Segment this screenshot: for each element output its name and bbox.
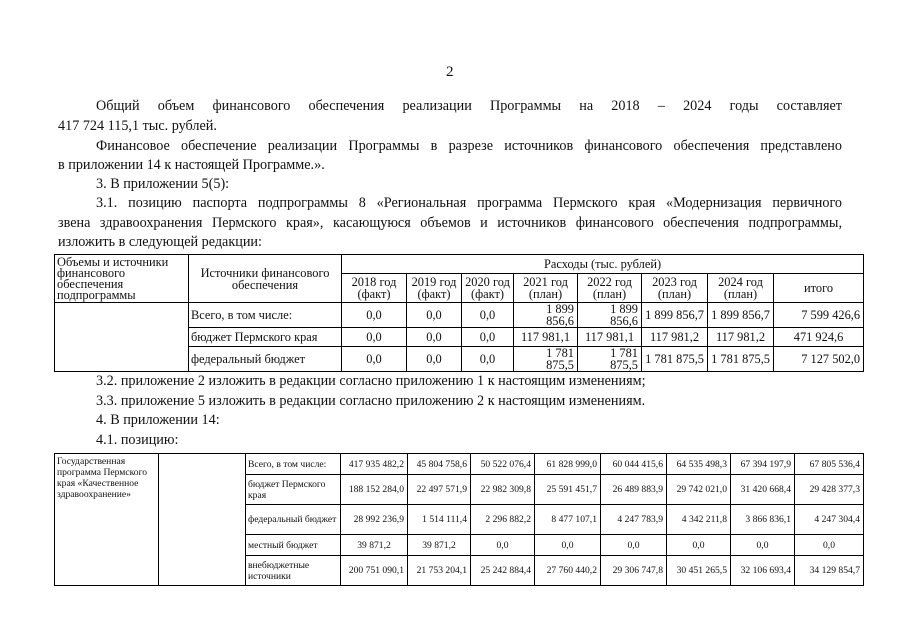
- cell-value: 26 489 883,9: [601, 475, 667, 505]
- cell-value: 25 591 451,7: [535, 475, 601, 505]
- cell-value: 0,0: [795, 535, 864, 556]
- cell-value: 61 828 999,0: [535, 454, 601, 475]
- cell-value: 4 247 783,9: [601, 505, 667, 535]
- cell-value: 117 981,2: [708, 328, 774, 347]
- table1-year-header: 2019 год (факт): [407, 274, 462, 303]
- cell-value: 1 899 856,6: [578, 303, 642, 328]
- paragraph-item-3-1: 3.1. позицию паспорта подпрограммы 8 «Региональная программа Пермского края «Модернизация первичного: [96, 195, 842, 211]
- cell-value: 1 899 856,7: [642, 303, 708, 328]
- cell-value: 21 753 204,1: [408, 556, 471, 586]
- cell-value: 2 296 882,2: [471, 505, 535, 535]
- paragraph-item-3: 3. В приложении 5(5):: [96, 176, 230, 192]
- table1-year-header: 2021 год (план): [514, 274, 578, 303]
- cell-value: 200 751 090,1: [341, 556, 408, 586]
- paragraph-item-3-3: 3.3. приложение 5 изложить в редакции согласно приложению 2 к настоящим изменениям.: [96, 393, 646, 409]
- cell-value: 117 981,1: [578, 328, 642, 347]
- cell-value: 0,0: [407, 347, 462, 372]
- table1-year-header: 2024 год (план): [708, 274, 774, 303]
- cell-value: 29 742 021,0: [667, 475, 731, 505]
- cell-value: 25 242 884,4: [471, 556, 535, 586]
- cell-value: 22 982 309,8: [471, 475, 535, 505]
- cell-value: 0,0: [462, 347, 514, 372]
- cell-value: 0,0: [471, 535, 535, 556]
- paragraph-item-3-2: 3.2. приложение 2 изложить в редакции согласно приложению 1 к настоящим изменениям;: [96, 373, 646, 389]
- cell-value: 45 804 758,6: [408, 454, 471, 475]
- cell-value: 7 127 502,0: [774, 347, 864, 372]
- cell-value: 1 781 875,5: [578, 347, 642, 372]
- cell-value: 67 805 536,4: [795, 454, 864, 475]
- cell-value: 0,0: [535, 535, 601, 556]
- cell-value: 0,0: [342, 303, 407, 328]
- cell-value: 1 514 111,4: [408, 505, 471, 535]
- row-label: федеральный бюджет: [246, 505, 341, 535]
- cell-value: 1 781 875,5: [514, 347, 578, 372]
- cell-value: 22 497 571,9: [408, 475, 471, 505]
- program-financing-table: [54, 453, 864, 586]
- row-label: бюджет Пермского края: [189, 328, 342, 347]
- cell-value: 117 981,1: [514, 328, 578, 347]
- cell-value: 0,0: [731, 535, 795, 556]
- table1-year-header: 2022 год (план): [578, 274, 642, 303]
- table1-col-sources-volume: Объемы и источники финансового обеспечения подпрограммы: [55, 255, 189, 303]
- cell-value: 0,0: [407, 303, 462, 328]
- cell-value: 0,0: [462, 328, 514, 347]
- program-name: Государственная программа Пермского края «Качественное здравоохранение»: [55, 454, 159, 586]
- row-label: Всего, в том числе:: [189, 303, 342, 328]
- cell-value: 188 152 284,0: [341, 475, 408, 505]
- table1-year-header: 2020 год (факт): [462, 274, 514, 303]
- paragraph-financing: Финансовое обеспечение реализации Программы в разрезе источников финансового обеспечения представлено: [96, 138, 842, 154]
- subprogram-financing-table: [54, 254, 864, 372]
- cell-value: 0,0: [342, 328, 407, 347]
- cell-value: 1 899 856,6: [514, 303, 578, 328]
- cell-value: 417 935 482,2: [341, 454, 408, 475]
- cell-value: 31 420 668,4: [731, 475, 795, 505]
- cell-value: 0,0: [667, 535, 731, 556]
- table1-col-sources: Источники финансового обеспечения: [189, 255, 342, 303]
- cell-value: 0,0: [601, 535, 667, 556]
- cell-value: 39 871,2: [408, 535, 471, 556]
- cell-value: 29 428 377,3: [795, 475, 864, 505]
- row-label: федеральный бюджет: [189, 347, 342, 372]
- cell-value: 4 247 304,4: [795, 505, 864, 535]
- cell-value: 0,0: [462, 303, 514, 328]
- table-row: [55, 454, 864, 475]
- cell-value: 27 760 440,2: [535, 556, 601, 586]
- paragraph-financing-cont: в приложении 14 к настоящей Программе.».: [58, 157, 325, 173]
- row-label: бюджет Пермского края: [246, 475, 341, 505]
- cell-value: 0,0: [342, 347, 407, 372]
- paragraph-total-volume: Общий объем финансового обеспечения реализации Программы на 2018 – 2024 годы составляет: [96, 98, 842, 114]
- cell-value: 30 451 265,5: [667, 556, 731, 586]
- paragraph-item-3-1-end: изложить в следующей редакции:: [58, 234, 262, 250]
- cell-value: 32 106 693,4: [731, 556, 795, 586]
- cell-value: 4 342 211,8: [667, 505, 731, 535]
- cell-value: 8 477 107,1: [535, 505, 601, 535]
- row-label: местный бюджет: [246, 535, 341, 556]
- cell-value: 29 306 747,8: [601, 556, 667, 586]
- row-label: Всего, в том числе:: [246, 454, 341, 475]
- table1-total-header: итого: [774, 274, 864, 303]
- cell-value: 471 924,6: [774, 328, 864, 347]
- cell-value: 0,0: [407, 328, 462, 347]
- cell-value: 67 394 197,9: [731, 454, 795, 475]
- cell-value: 34 129 854,7: [795, 556, 864, 586]
- table1-year-header: 2023 год (план): [642, 274, 708, 303]
- paragraph-total-volume-cont: 417 724 115,1 тыс. рублей.: [58, 118, 217, 134]
- cell-value: 64 535 498,3: [667, 454, 731, 475]
- cell-value: 1 781 875,5: [642, 347, 708, 372]
- cell-value: 50 522 076,4: [471, 454, 535, 475]
- paragraph-item-3-1-cont: звена здравоохранения Пермского края», касающуюся объемов и источников финансового обеспечения подпрограммы,: [58, 215, 842, 231]
- cell-value: 60 044 415,6: [601, 454, 667, 475]
- cell-value: 39 871,2: [341, 535, 408, 556]
- table-row: [55, 303, 864, 328]
- cell-value: 1 781 875,5: [708, 347, 774, 372]
- cell-value: 7 599 426,6: [774, 303, 864, 328]
- cell-value: 28 992 236,9: [341, 505, 408, 535]
- page-number: 2: [446, 64, 454, 80]
- table1-year-header: 2018 год (факт): [342, 274, 407, 303]
- paragraph-item-4-1: 4.1. позицию:: [96, 432, 179, 448]
- cell-value: 1 899 856,7: [708, 303, 774, 328]
- row-label: внебюджетные источники: [246, 556, 341, 586]
- cell-value: 117 981,2: [642, 328, 708, 347]
- paragraph-item-4: 4. В приложении 14:: [96, 412, 220, 428]
- cell-value: 3 866 836,1: [731, 505, 795, 535]
- table1-expenses-header: Расходы (тыс. рублей): [342, 255, 864, 274]
